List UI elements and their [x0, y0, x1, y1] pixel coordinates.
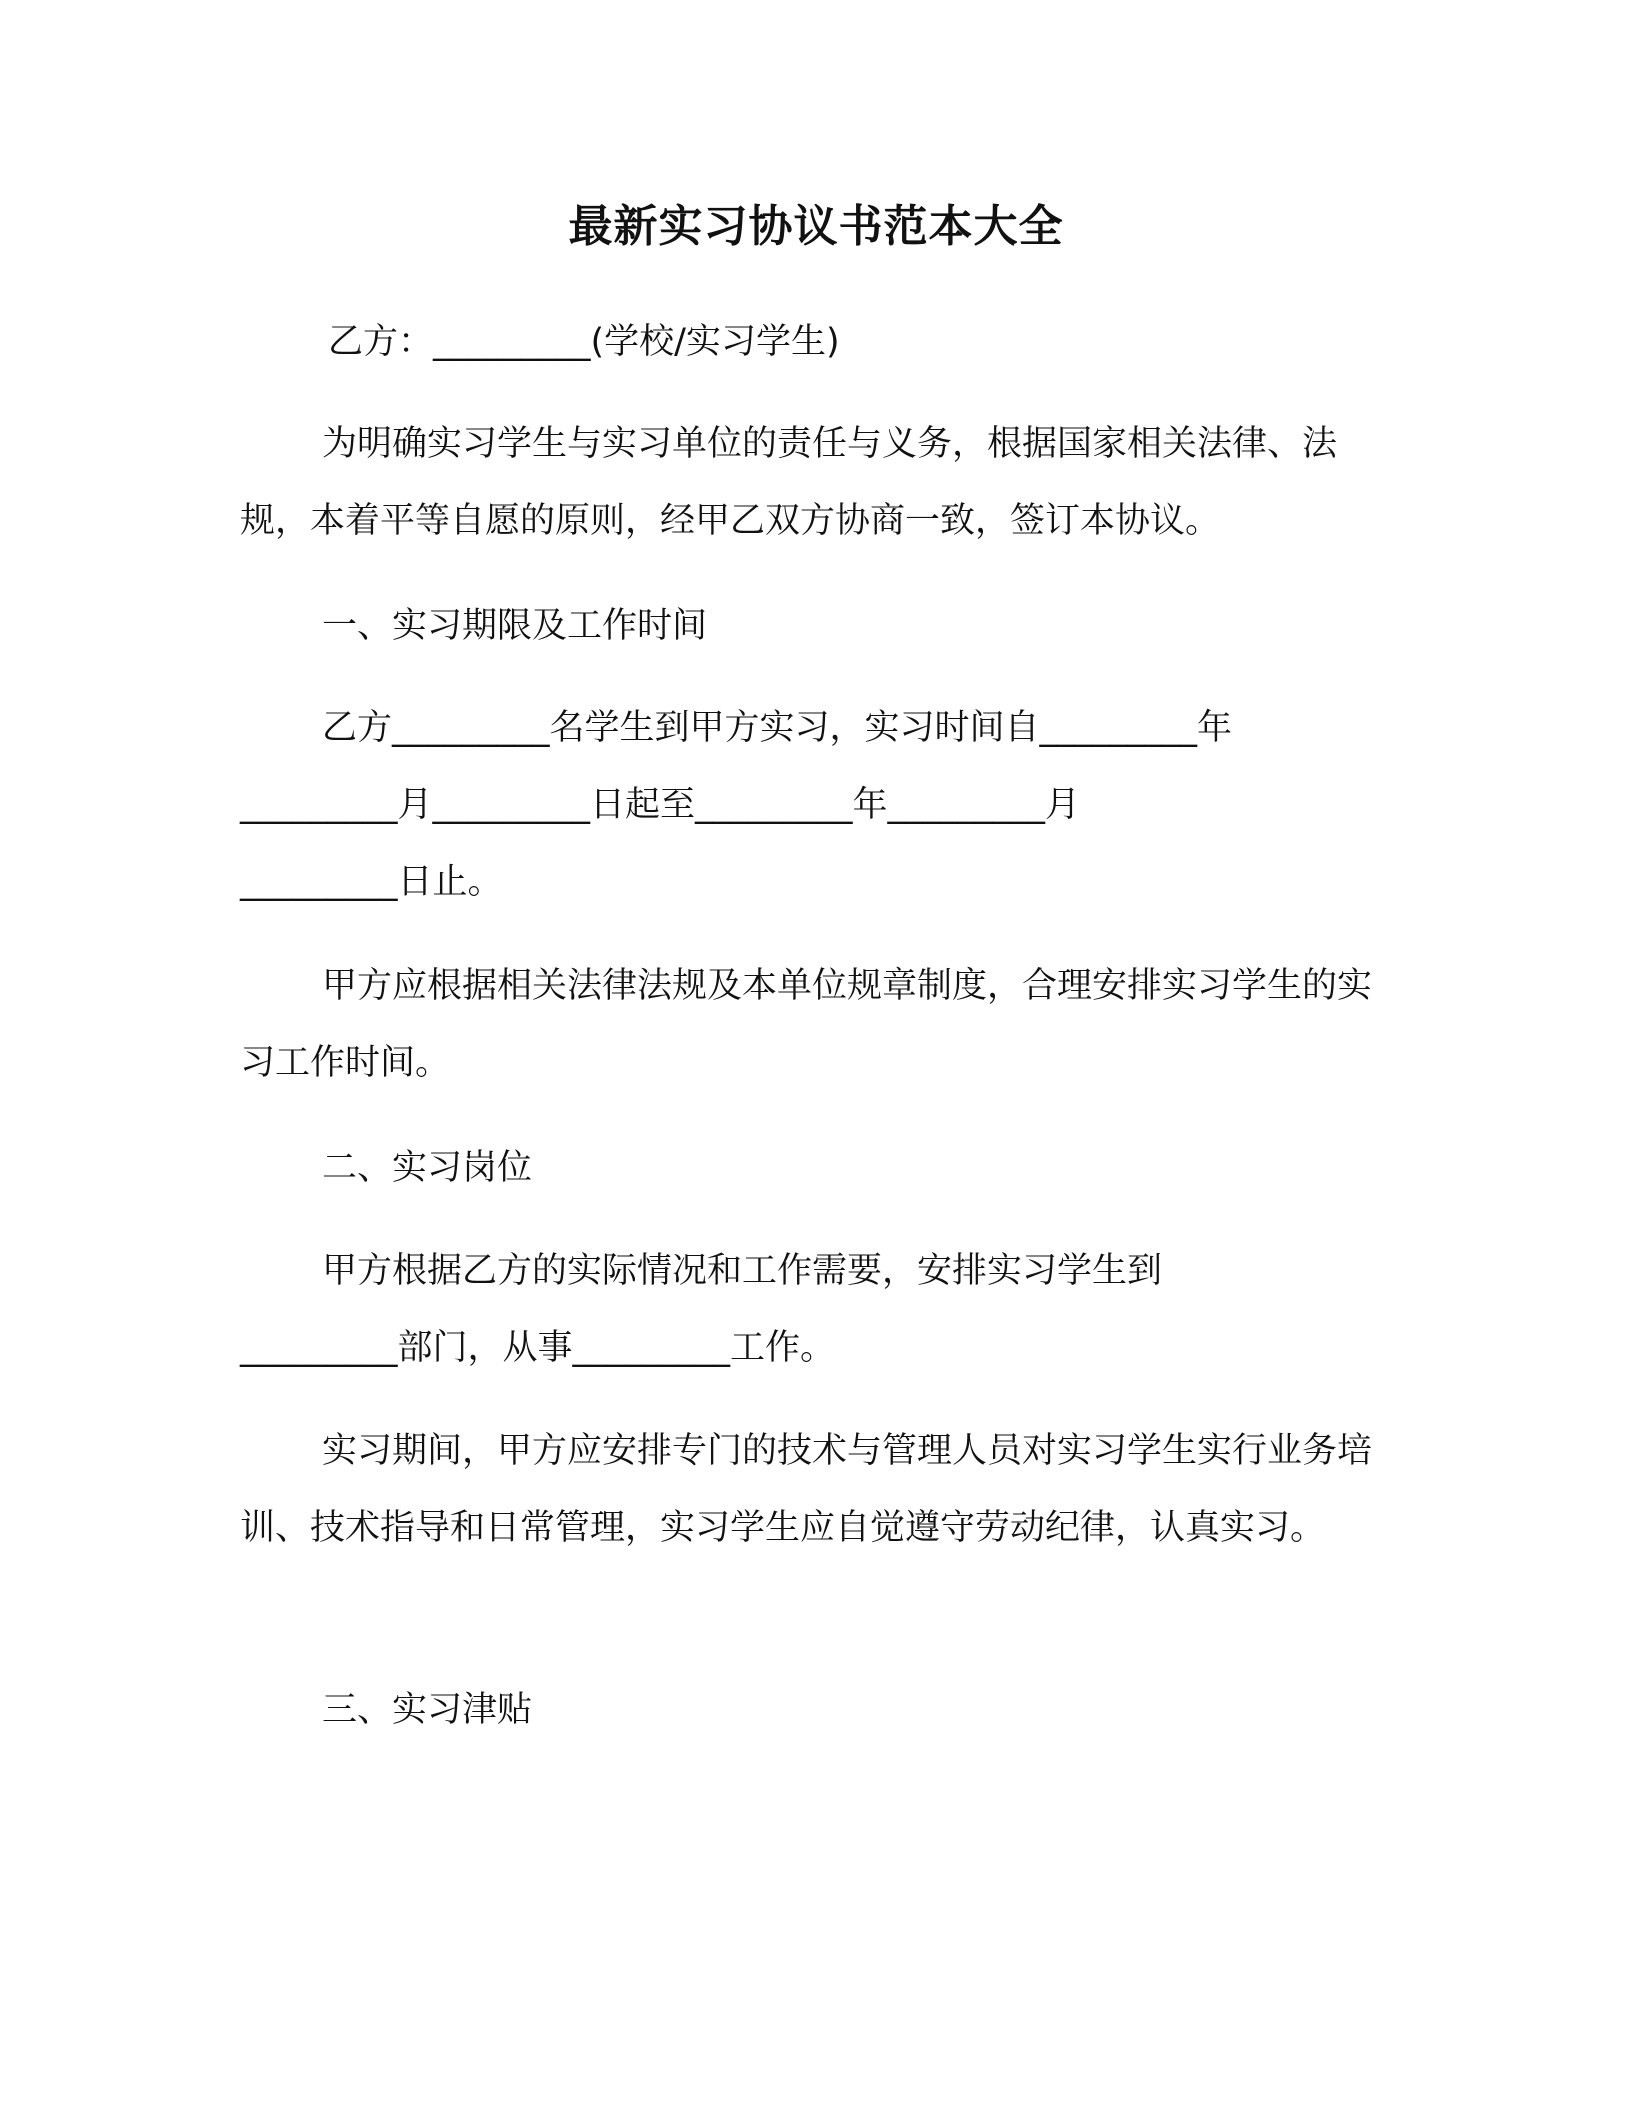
position-line-2: _________部门，从事_________工作。: [240, 1328, 836, 1368]
management-paragraph: 实习期间，甲方应安排专门的技术与管理人员对实习学生实行业务培训、技术指导和日常管理，实习学生应自觉遵守劳动纪律，认真实习。: [240, 1431, 1373, 1548]
period-line-3: _________日止。: [240, 862, 503, 902]
party-b-line: 乙方：_________(学校/实习学生): [328, 322, 840, 362]
intro-paragraph: 为明确实习学生与实习单位的责任与义务，根据国家相关法律、法规，本着平等自愿的原则，经甲乙双方协商一致，签订本协议。: [240, 424, 1338, 541]
working-time-paragraph: 甲方应根据相关法律法规及本单位规章制度，合理安排实习学生的实习工作时间。: [240, 966, 1373, 1083]
section-heading-2: 二、实习岗位: [322, 1148, 533, 1188]
position-line-1: 甲方根据乙方的实际情况和工作需要，安排实习学生到: [322, 1251, 1163, 1291]
document-title: 最新实习协议书范本大全: [568, 201, 1064, 252]
period-line-2: _________月_________日起至_________年_________月: [240, 785, 1081, 825]
section-heading-1: 一、实习期限及工作时间: [322, 606, 708, 646]
section-heading-3: 三、实习津贴: [322, 1690, 533, 1730]
period-line-1: 乙方_________名学生到甲方实习，实习时间自_________年: [322, 708, 1233, 748]
